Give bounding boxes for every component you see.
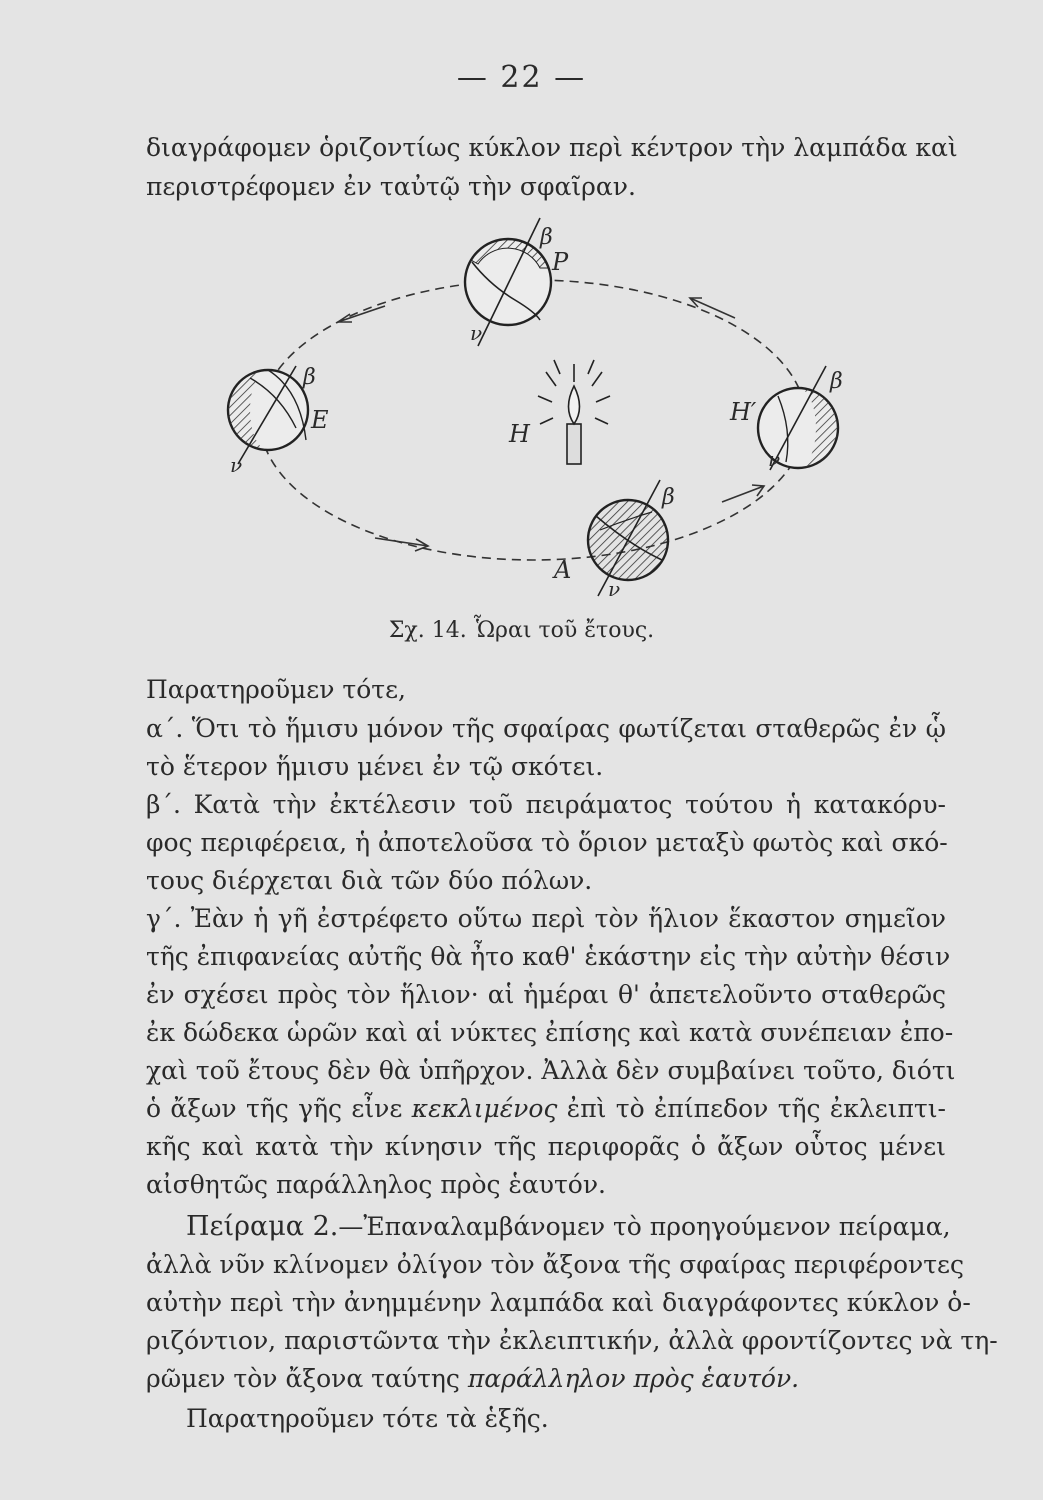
observation-line-1: α΄. Ὅτι τὸ ἥμισυ μόνον τῆς σφαίρας φωτίζεται σταθερῶς ἐν ᾧ: [146, 714, 946, 743]
orbit-arrow-bottom-left: [375, 538, 428, 551]
observations-lead: Παρατηροῦμεν τότε,: [146, 675, 406, 704]
experiment-last-italic: παράλληλον πρὸς ἑαυτόν.: [467, 1364, 800, 1393]
observation-line-11: [146, 1094, 946, 1124]
experiment-heading: Πείραμα 2.: [186, 1211, 339, 1242]
page-number: — 22 —: [456, 60, 587, 95]
observation-line-5: τους διέρχεται διὰ τῶν δύο πόλων.: [146, 866, 593, 895]
label-nu-A: ν: [608, 577, 621, 601]
label-H: H: [509, 420, 530, 448]
axis-text-italic: κεκλιμένος: [411, 1094, 558, 1123]
seasons-figure: [0, 0, 1043, 640]
experiment-line-1: [186, 1211, 951, 1242]
globe-A: [588, 480, 668, 596]
observation-line-12: κῆς καὶ κατὰ τὴν κίνησιν τῆς περιφορᾶς ὁ ἄξων οὗτος μένει: [146, 1132, 946, 1161]
figure-caption: Σχ. 14. Ὧραι τοῦ ἔτους.: [388, 618, 655, 643]
label-nu-E: ν: [230, 453, 243, 477]
label-beta-P: β: [540, 225, 553, 250]
observation-line-13: αἰσθητῶς παράλληλος πρὸς ἑαυτόν.: [146, 1170, 606, 1199]
orbit-arrow-top-left: [338, 306, 385, 322]
observation-line-4: φος περιφέρεια, ἡ ἀποτελοῦσα τὸ ὅριον μεταξὺ φωτὸς καὶ σκό-: [146, 828, 948, 857]
observation-line-9: ἐκ δώδεκα ὡρῶν καὶ αἱ νύκτες ἐπίσης καὶ κατὰ συνέπειαν ἐπο-: [146, 1018, 954, 1047]
label-H-prime: H′: [730, 398, 757, 426]
observation-line-3: β΄. Κατὰ τὴν ἐκτέλεσιν τοῦ πειράματος τούτου ἡ κατακόρυ-: [146, 790, 946, 819]
axis-text-b: ἐπὶ τὸ ἐπίπεδον τῆς ἐκλειπτι-: [557, 1094, 947, 1123]
intro-line-1: διαγράφομεν ὁριζοντίως κύκλον περὶ κέντρον τὴν λαμπάδα καὶ: [146, 133, 958, 162]
experiment-last-a: ρῶμεν τὸν ἄξονα ταύτης: [146, 1364, 468, 1393]
observation-line-6: γ΄. Ἐὰν ἡ γῆ ἐστρέφετο οὕτω περὶ τὸν ἥλιον ἕκαστον σημεῖον: [146, 904, 946, 933]
label-P: P: [552, 248, 569, 276]
observation-line-10: χαὶ τοῦ ἔτους δὲν θὰ ὑπῆρχον. Ἀλλὰ δὲν συμβαίνει τοῦτο, διότι: [146, 1056, 956, 1085]
axis-text-a: ὁ ἄξων τῆς γῆς εἶνε: [146, 1094, 412, 1123]
label-beta-A: β: [662, 485, 675, 510]
label-A: A: [554, 556, 572, 584]
label-beta-E: β: [303, 365, 316, 390]
intro-line-2: περιστρέφομεν ἐν ταὐτῷ τὴν σφαῖραν.: [146, 172, 636, 201]
experiment-line-1-rest: —Ἐπαναλαμβάνομεν τὸ προηγούμενον πείραμα,: [338, 1212, 951, 1241]
experiment-line-3: αὐτὴν περὶ τὴν ἀνημμένην λαμπάδα καὶ διαγράφοντες κύκλον ὁ-: [146, 1288, 971, 1317]
globe-E: [228, 366, 308, 464]
label-beta-H-prime: β: [830, 369, 843, 394]
experiment-closing: Παρατηροῦμεν τότε τὰ ἑξῆς.: [186, 1404, 549, 1433]
label-nu-H-prime: ν: [768, 447, 781, 471]
observation-line-2: τὸ ἕτερον ἥμισυ μένει ἐν τῷ σκότει.: [146, 752, 604, 781]
label-E: E: [311, 406, 329, 434]
orbit-arrow-top-right: [690, 298, 735, 318]
observation-line-7: τῆς ἐπιφανείας αὐτῆς θὰ ἦτο καθ' ἑκάστην εἰς τὴν αὐτὴν θέσιν: [146, 942, 951, 971]
experiment-line-5: [146, 1364, 946, 1394]
experiment-line-2: ἀλλὰ νῦν κλίνομεν ὀλίγον τὸν ἄξονα τῆς σφαίρας περιφέροντες: [146, 1250, 965, 1279]
candle-icon: [538, 360, 610, 464]
observation-line-8: ἐν σχέσει πρὸς τὸν ἥλιον· αἱ ἡμέραι θ' ἀπετελοῦντο σταθερῶς: [146, 980, 946, 1009]
label-nu-P: ν: [470, 321, 483, 345]
experiment-line-4: ριζόντιον, παριστῶντα τὴν ἐκλειπτικήν, ἀλλὰ φροντίζοντες νὰ τη-: [146, 1326, 998, 1355]
